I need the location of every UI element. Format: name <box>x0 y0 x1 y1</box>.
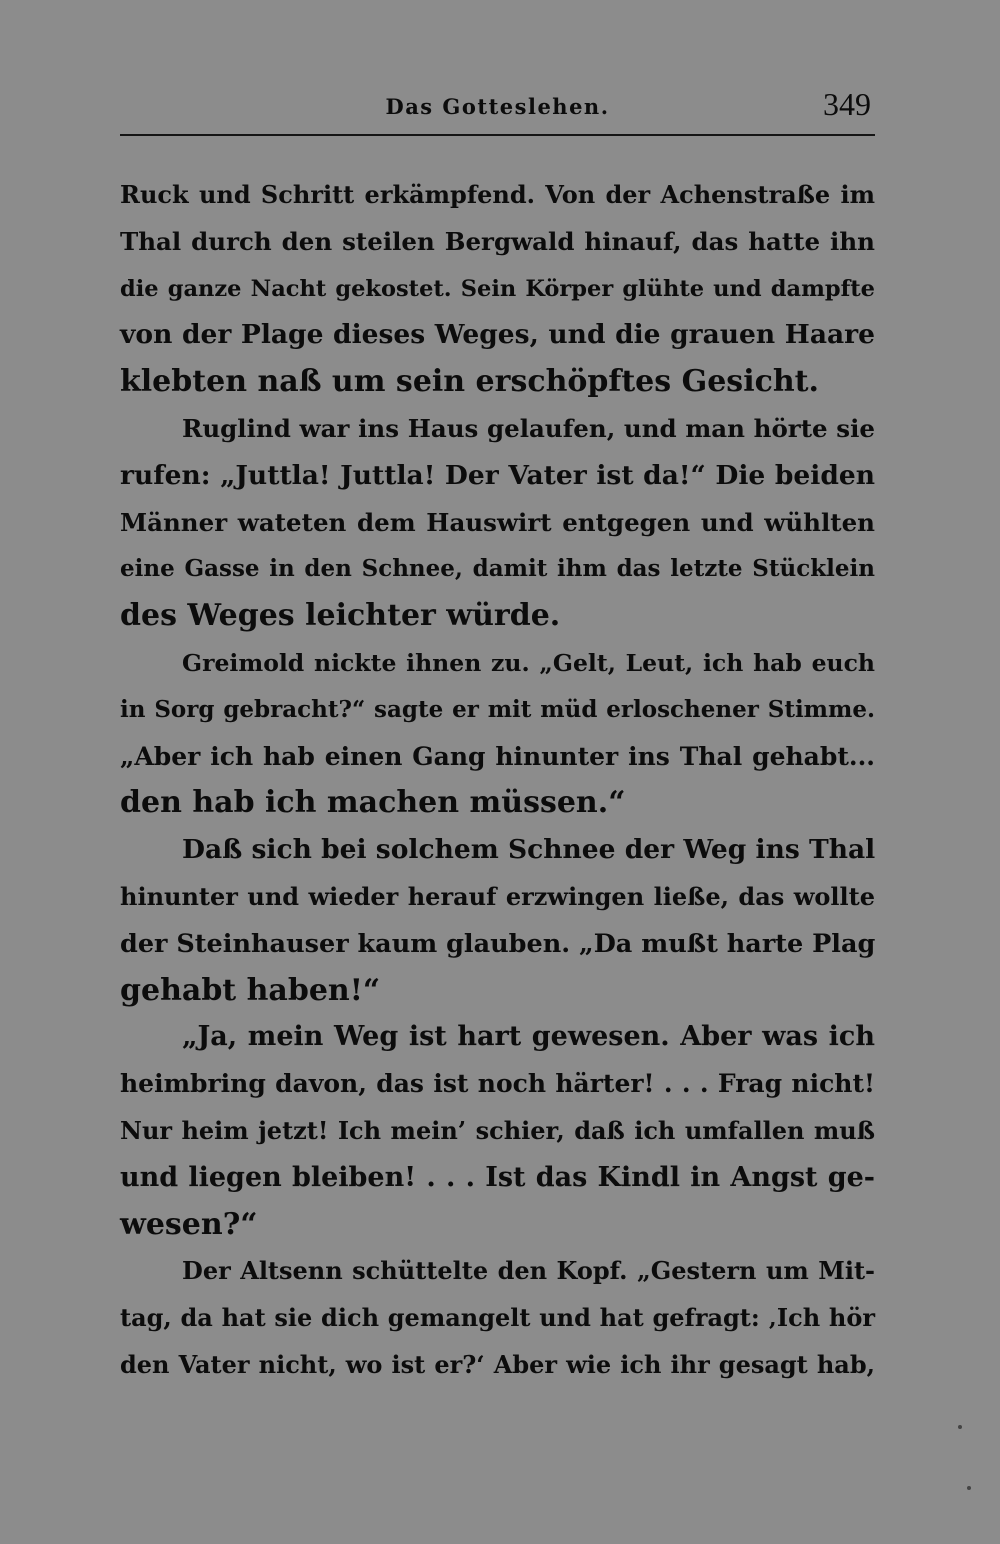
text-line: wesen?“ <box>120 1206 258 1242</box>
text-line: den hab ich machen müssen.“ <box>120 785 626 821</box>
text-line: hinunter und wieder herauf erzwingen ließe, das wollte <box>120 881 875 911</box>
text-line: von der Plage dieses Weges, und die grauen Haare <box>120 319 875 351</box>
text-line: heimbring davon, das ist noch härter! . . . Frag nicht! <box>120 1069 875 1099</box>
text-line: in Sorg gebracht?“ sagte er mit müd erloschener Stimme. <box>120 695 875 723</box>
running-header <box>120 80 875 140</box>
text-line: „Ja, mein Weg ist hart gewesen. Aber was ich <box>182 1021 875 1053</box>
paper-speck <box>967 1486 971 1490</box>
text-line: Nur heim jetzt! Ich mein’ schier, daß ich umfallen muß <box>120 1115 875 1145</box>
body-text <box>120 172 875 1389</box>
paper-speck <box>958 1425 962 1429</box>
text-line: tag, da hat sie dich gemangelt und hat gefragt: ‚Ich hör <box>120 1303 875 1333</box>
text-line: der Steinhauser kaum glauben. „Da mußt harte Plag <box>120 928 876 959</box>
text-line: des Weges leichter würde. <box>120 598 561 634</box>
text-line: „Aber ich hab einen Gang hinunter ins Thal gehabt... <box>120 741 875 771</box>
text-line: eine Gasse in den Schnee, damit ihm das letzte Stücklein <box>120 555 875 583</box>
text-line: Der Altsenn schüttelte den Kopf. „Gestern um Mit- <box>182 1256 875 1286</box>
text-line: Ruck und Schritt erkämpfend. Von der Achenstraße im <box>120 180 875 209</box>
text-line: klebten naß um sein erschöpftes Gesicht. <box>120 364 819 400</box>
running-title: Das Gotteslehen. <box>385 94 610 119</box>
text-line: die ganze Nacht gekostet. Sein Körper glühte und dampfte <box>120 275 875 302</box>
text-line: Daß sich bei solchem Schnee der Weg ins Thal <box>182 834 876 866</box>
text-line: Männer wateten dem Hauswirt entgegen und wühlten <box>120 507 875 537</box>
text-line: und liegen bleiben! . . . Ist das Kindl in Angst ge- <box>120 1161 875 1193</box>
text-line: gehabt haben!“ <box>120 972 381 1008</box>
header-rule <box>120 134 875 136</box>
page-number: 349 <box>823 86 871 122</box>
text-line: Thal durch den steilen Bergwald hinauf, das hatte ihn <box>120 226 875 256</box>
text-line: Ruglind war ins Haus gelaufen, und man hörte sie <box>182 413 875 443</box>
text-line: den Vater nicht, wo ist er?‘ Aber wie ich ihr gesagt hab, <box>120 1349 875 1379</box>
text-line: rufen: „Juttla! Juttla! Der Vater ist da!“ Die beiden <box>120 459 875 491</box>
text-line: Greimold nickte ihnen zu. „Gelt, Leut, ich hab euch <box>182 648 875 677</box>
